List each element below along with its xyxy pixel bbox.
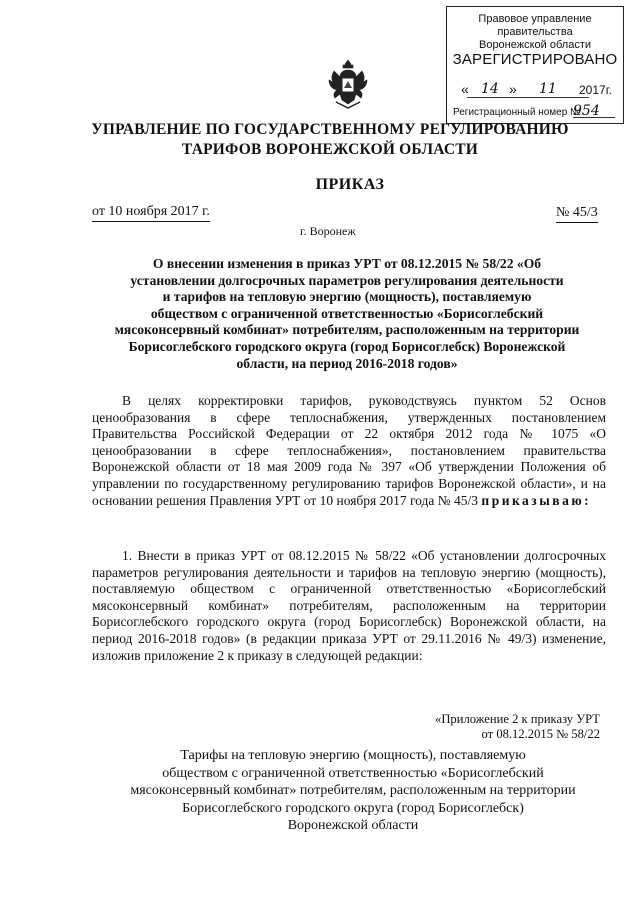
stamp-date-close-quote: » [509, 81, 517, 97]
subject-line: и тарифов на тепловую энергию (мощность), поставляемую [162, 289, 532, 305]
subject-line: Борисоглебского городского округа (город Борисоглебск) Воронежской [128, 338, 566, 354]
stamp-number-value: 954 [573, 103, 600, 119]
clause-1-paragraph: 1. Внести в приказ УРТ от 08.12.2015 № 58/22 «Об установлении долгосрочных параметров регулирования деятельности и тарифов на тепловую энергию (мощность), поставляемую обществом с ограниченной ответственностью «Борисоглебский мясоконсервный комбинат» потребителям, расположенным на территории Борисоглебского городского округа (город Борисоглебск) Воронежской области, на период 2016-2018 годов» (в редакции приказа УРТ от 29.11.2016 № 49/3) изменение, изложив приложение 2 к приказу в следующей редакции: [92, 548, 606, 663]
authority-heading [90, 120, 570, 160]
city: г. Воронеж [300, 224, 356, 238]
authority-line-1: УПРАВЛЕНИЕ ПО ГОСУДАРСТВЕННОМУ РЕГУЛИРОВАНИЮ [91, 121, 569, 138]
subject-line: О внесении изменения в приказ УРТ от 08.12.2015 № 58/22 «Об [152, 256, 542, 271]
stamp-date-open-quote: « [461, 81, 469, 97]
subject-line: установлении долгосрочных параметров регулирования деятельности [130, 272, 564, 288]
stamp-date-month: 11 [539, 81, 557, 97]
stamp-date-day: 14 [481, 81, 499, 97]
subject-line: обществом с ограниченной ответственностью «Борисоглебский [150, 305, 544, 321]
stamp-number-underline [573, 117, 615, 118]
stamp-org-line-2: Воронежской области [478, 39, 591, 51]
order-number-underline [556, 222, 598, 223]
order-number [556, 205, 598, 221]
annex-title-line: Борисоглебского городского округа (город Борисоглебск) [182, 800, 524, 816]
annex-line-1: «Приложение 2 к приказу УРТ [435, 712, 600, 726]
order-subject [100, 256, 594, 372]
authority-line-2: ТАРИФОВ ВОРОНЕЖСКОЙ ОБЛАСТИ [181, 141, 479, 158]
preamble-text: В целях корректировки тарифов, руководствуясь пунктом 52 Основ ценообразования в сфере теплоснабжения, утвержденных постановлением Правительства Российской Федерации от 22 октября 2012 года № 1075 «О ценообразовании в сфере теплоснабжения», постановлением правительства Воронежской области от 18 мая 2009 года № 397 «Об утверждении Положения об управлении по государственному регулированию тарифов Воронежской области», и на основании решения Правления УРТ от 10 ноября 2017 года № 45/3 [92, 393, 606, 508]
stamp-number-label: Регистрационный номер № [453, 107, 581, 118]
annex-title-line: мясоконсервный комбинат» потребителям, расположенным на территории [130, 783, 576, 798]
stamp-date-year: 2017г. [579, 83, 612, 97]
stamp-date-underline [467, 97, 589, 98]
preamble-paragraph [92, 393, 606, 509]
annex-title [88, 747, 618, 835]
stamp-org-line-1: Правовое управление правительства [478, 13, 592, 38]
stamp-number [453, 103, 619, 119]
annex-title-line: Воронежской области [287, 818, 419, 833]
order-date-text: от 10 ноября 2017 г. [92, 204, 210, 219]
order-number-text: № 45/3 [556, 205, 598, 220]
annex-line-2: от 08.12.2015 № 58/22 [481, 727, 600, 741]
subject-line: мясоконсервный комбинат» потребителям, расположенным на территории [114, 322, 580, 338]
order-date-underline [92, 221, 210, 222]
order-date [92, 204, 210, 220]
stamp-date [461, 83, 617, 99]
stamp-organization [447, 13, 623, 52]
annex-reference [400, 712, 600, 742]
registration-stamp [446, 6, 624, 124]
stamp-status: ЗАРЕГИСТРИРОВАНО [452, 51, 618, 68]
annex-title-line: обществом с ограниченной ответственностью «Борисоглебский [162, 765, 544, 781]
subject-line: области, на период 2016-2018 годов» [236, 355, 458, 371]
coat-of-arms-icon [326, 58, 370, 110]
document-type: ПРИКАЗ [315, 176, 385, 193]
order-keyword: приказываю: [481, 492, 592, 508]
annex-title-line: Тарифы на тепловую энергию (мощность), поставляемую [180, 748, 526, 763]
